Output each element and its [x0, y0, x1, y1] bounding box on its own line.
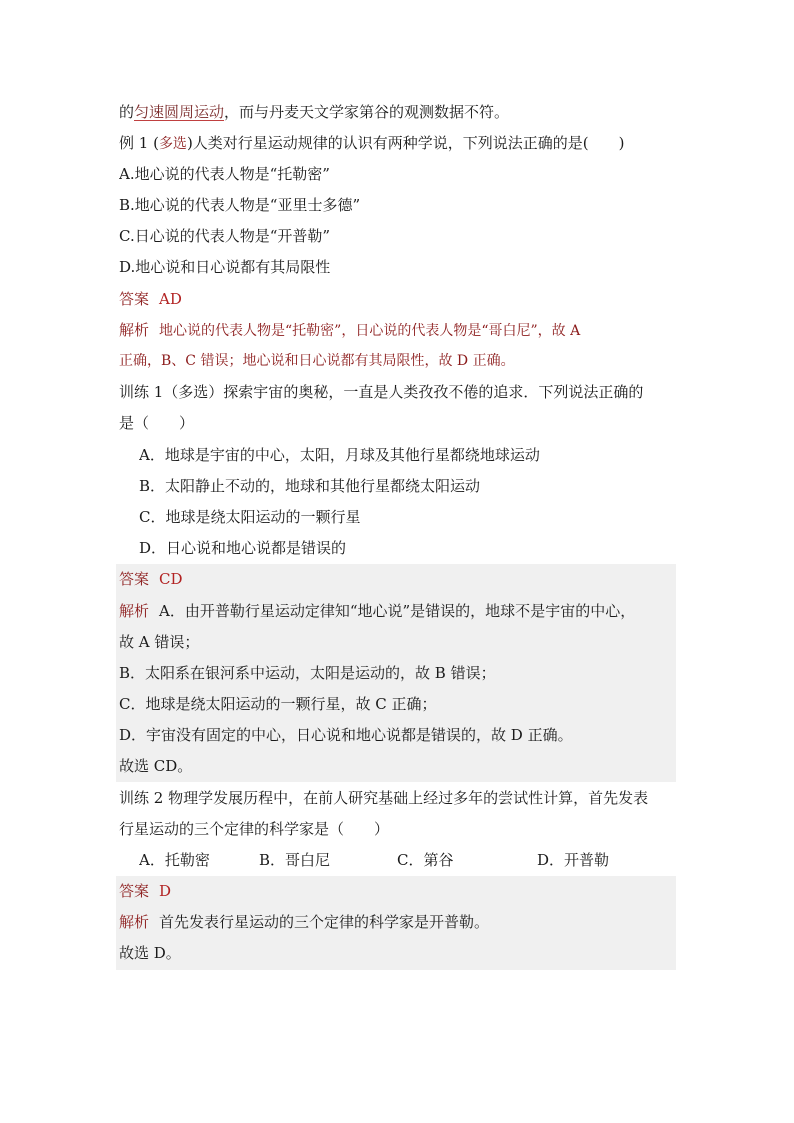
intro-line [119, 97, 675, 128]
analysis-label: 解析 [119, 913, 150, 931]
training1-analysis-line-4: C．地球是绕太阳运动的一颗行星，故 C 正确； [119, 695, 437, 713]
example1-answer [119, 284, 675, 315]
training2-title-line-2: 行星运动的三个定律的科学家是（ ） [119, 820, 390, 838]
example1-analysis-line-2: 正确，B、C 错误；地心说和日心说都有其局限性，故 D 正确。 [119, 353, 515, 369]
answer-value: CD [159, 570, 183, 588]
training1-analysis-line-3: B．太阳系在银河系中运动，太阳是运动的，故 B 错误； [119, 664, 496, 682]
example1-option-c: C.日心说的代表人物是“开普勒” [119, 227, 331, 245]
training2-option-d: D．开普勒 [537, 851, 610, 869]
answer-label: 答案 [119, 882, 150, 900]
training1-option-c: C．地球是绕太阳运动的一颗行星 [139, 508, 361, 526]
answer-value: AD [159, 290, 182, 308]
training1-analysis-line-5: D．宇宙没有固定的中心，日心说和地心说都是错误的，故 D 正确。 [119, 726, 573, 744]
example1-option-a: A.地心说的代表人物是“托勒密” [119, 165, 330, 183]
training2-option-c: C．第谷 [397, 851, 454, 869]
analysis-label: 解析 [119, 602, 150, 620]
training2-analysis-line-1 [119, 907, 675, 938]
training1-option-a: A．地球是宇宙的中心，太阳，月球及其他行星都绕地球运动 [139, 446, 540, 464]
training2-analysis-line-2: 故选 D。 [119, 944, 181, 962]
answer-label: 答案 [119, 290, 150, 308]
answer-label: 答案 [119, 570, 150, 588]
intro-suffix: ，而与丹麦天文学家第谷的观测数据不符。 [224, 103, 510, 121]
training2-answer [119, 876, 675, 907]
analysis-text: 首先发表行星运动的三个定律的科学家是开普勒。 [159, 913, 490, 931]
example1-title [119, 128, 675, 159]
training2-option-a: A．托勒密 [139, 851, 210, 869]
training1-option-b: B．太阳静止不动的，地球和其他行星都绕太阳运动 [139, 477, 481, 495]
training1-analysis-line-1 [119, 596, 675, 627]
analysis-label: 解析 [119, 321, 150, 339]
analysis-text: 地心说的代表人物是“托勒密”，日心说的代表人物是“哥白尼”，故 A [159, 323, 581, 339]
training2-option-b: B．哥白尼 [259, 851, 331, 869]
training1-title-line-1: 训练 1（多选）探索宇宙的奥秘，一直是人类孜孜不倦的追求．下列说法正确的 [119, 383, 644, 401]
analysis-text: A．由开普勒行星运动定律知“地心说”是错误的，地球不是宇宙的中心， [159, 602, 636, 620]
example1-analysis-line-1 [119, 315, 675, 346]
example1-option-b: B.地心说的代表人物是“亚里士多德” [119, 196, 361, 214]
example1-option-d: D.地心说和日心说都有其局限性 [119, 258, 331, 276]
training1-analysis-line-2: 故 A 错误； [119, 633, 200, 651]
training1-title-line-2: 是（ ） [119, 414, 195, 432]
training2-title-line-1: 训练 2 物理学发展历程中，在前人研究基础上经过多年的尝试性计算，首先发表 [119, 789, 649, 807]
training1-answer [119, 564, 675, 595]
training1-analysis-line-6: 故选 CD。 [119, 757, 193, 775]
intro-prefix: 的 [119, 103, 135, 121]
answer-value: D [159, 882, 172, 900]
example1-title-end: )人类对行星运动规律的认识有两种学说，下列说法正确的是( ) [186, 134, 625, 152]
training1-option-d: D．日心说和地心说都是错误的 [139, 539, 347, 557]
uniform-circular-motion-link[interactable]: 匀速圆周运动 [134, 103, 225, 121]
example1-multi-tag: 多选 [158, 136, 187, 152]
training2-options [139, 845, 675, 876]
example1-title-start: 例 1 ( [119, 134, 159, 152]
